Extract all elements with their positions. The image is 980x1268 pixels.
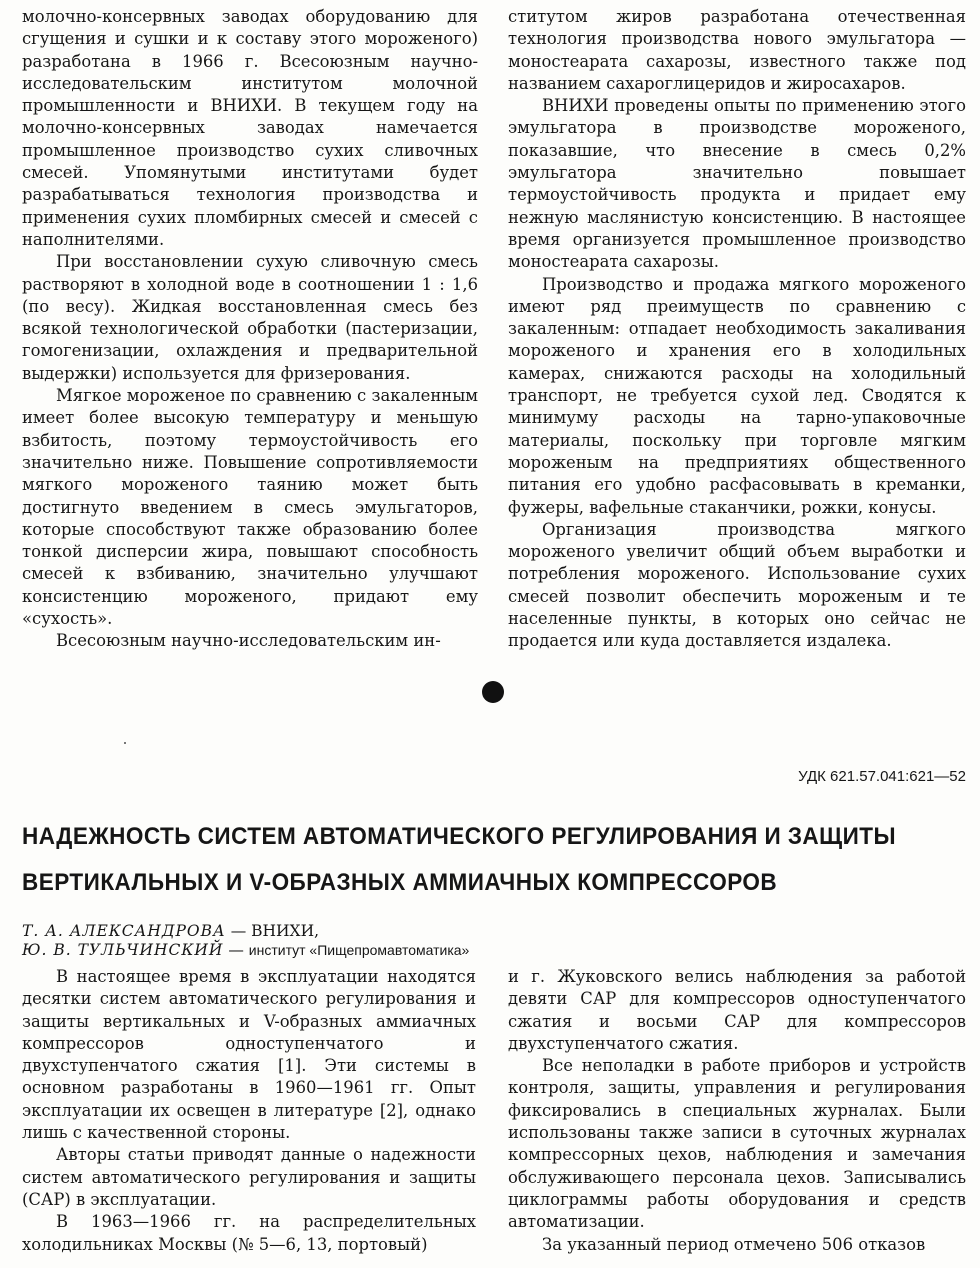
title-line: НАДЕЖНОСТЬ СИСТЕМ АВТОМАТИЧЕСКОГО РЕГУЛИРОВАНИЯ И ЗАЩИТЫ: [22, 823, 896, 850]
paragraph: Авторы статьи приводят данные о надежности систем автоматического регулирования и защиты (САР) в эксплуатации.: [22, 1145, 476, 1209]
article-left-column: [22, 966, 476, 1256]
paragraph: Всесоюзным научно-исследовательским ин-: [56, 631, 441, 651]
paragraph: Все неполадки в работе приборов и устройств контроля, защиты, управления и регулирования фиксировались в специальных журналах. Были использованы также записи в суточных журналах компрессорных цехов, наблюдения и замечания обслуживающего персонала цехов. Записывались циклограммы работы оборудования и средств автоматизации.: [508, 1056, 966, 1232]
paragraph: В настоящее время в эксплуатации находятся десятки систем автоматического регулирования и защиты вертикальных и V-образных аммиачных компрессоров одноступенчатого и двухступенчатого сжатия [1]. Эти системы в основном разработаны в 1960—1961 гг. Опыт эксплуатации их освещен в литературе [2], однако лишь с качественной стороны.: [22, 967, 476, 1143]
title-line: ВЕРТИКАЛЬНЫХ И V-ОБРАЗНЫХ АММИАЧНЫХ КОМПРЕССОРОВ: [22, 869, 778, 896]
paragraph: Организация производства мягкого мороженого увеличит общий объем выработки и потребления мороженого. Использование сухих смесей позволит обеспечить мороженым и те населенные пункты, в которых оно сейчас не продается или куда доставляется издалека.: [508, 519, 966, 651]
section-separator-bullet: [482, 681, 504, 703]
udk-code: УДК 621.57.041:621—52: [798, 768, 966, 785]
paragraph: Мягкое мороженое по сравнению с закаленным имеет более высокую температуру и меньшую взбитость, поэтому термоустойчивость его значительно ниже. Повышение сопротивляемости мягкого мороженого таянию может быть достигнуто введением в смесь эмульгаторов, которые способствуют также образованию более тонкой дисперсии жира, повышают способность смесей к взбиванию, значительно улучшают консистенцию мороженого, придают ему «сухость».: [22, 386, 478, 629]
author-separator: —: [223, 941, 249, 959]
paragraph: ститутом жиров разработана отечественная технология производства нового эмульгатора — моностеарата сахарозы, известного также под названием сахароглицеридов и жиросахаров.: [508, 7, 966, 93]
paragraph: При восстановлении сухую сливочную смесь растворяют в холодной воде в соотношении 1 : 1,6 (по весу). Жидкая восстановленная смесь без всякой технологической обработки (пастеризации, гомогенизации, охлаждения и предварительной выдержки) используется для фризерования.: [22, 252, 478, 383]
authors: [22, 922, 469, 960]
top-left-column: [22, 6, 478, 653]
author-name: Ю. В. ТУЛЬЧИНСКИЙ: [22, 941, 224, 959]
author-institution: ВНИХИ,: [251, 922, 320, 940]
author-institution: институт «Пищепромавтоматика»: [248, 942, 470, 958]
paragraph: молочно-консервных заводах оборудованию для сгущения и сушки и к составу этого мороженого) разработана в 1966 г. Всесоюзным научно-исследовательским институтом молочной промышленности и ВНИХИ. В текущем году на молочно-консервных заводах намечается промышленное производство сухих сливочных смесей. Упомянутыми институтами будет разрабатываться технология производства и применения сухих пломбирных смесей и смесей с наполнителями.: [22, 7, 478, 249]
author-name: Т. А. АЛЕКСАНДРОВА: [22, 922, 226, 940]
paragraph: и г. Жуковского велись наблюдения за работой девяти САР для компрессоров одноступенчатого сжатия и восьми САР для компрессоров двухступенчатого сжатия.: [508, 967, 966, 1053]
print-speck: [124, 742, 126, 744]
paragraph: За указанный период отмечено 506 отказов: [542, 1234, 926, 1254]
article-title: [22, 814, 896, 906]
top-right-column: [508, 6, 966, 653]
author-line: [22, 922, 469, 941]
paragraph: В 1963—1966 гг. на распределительных холодильниках Москвы (№ 5—6, 13, портовый): [22, 1212, 476, 1254]
author-separator: —: [225, 922, 252, 940]
paragraph: ВНИХИ проведены опыты по применению этого эмульгатора в производстве мороженого, показавшие, что внесение в смесь 0,2% эмульгатора значительно повышает термоустойчивость продукта и придает ему нежную маслянистую консистенцию. В настоящее время организуется промышленное производство моностеарата сахарозы.: [508, 96, 966, 272]
paragraph: Производство и продажа мягкого мороженого имеют ряд преимуществ по сравнению с закаленным: отпадает необходимость закаливания мороженого и хранения его в холодильных камерах, снижаются расходы на холодильный транспорт, не требуется сухой лед. Сводятся к минимуму расходы на тарно-упаковочные материалы, поскольку при торговле мягким мороженым на предприятиях общественного питания его удобно расфасовывать в креманки, фужеры, вафельные стаканчики, рожки, конусы.: [508, 274, 966, 517]
article-right-column: [508, 966, 966, 1256]
author-line: [22, 941, 469, 960]
